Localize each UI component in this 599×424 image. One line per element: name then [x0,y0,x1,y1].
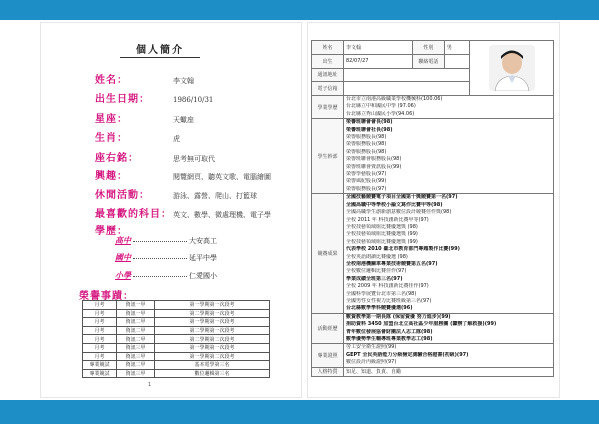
dotted-leader [133,241,187,242]
table-row [83,335,270,344]
avatar [489,45,535,91]
cert-label: 專業證照 [312,344,344,367]
list-item: 榮譽班聯會會長(98) [346,119,393,126]
table-cell: 資訊一甲 [117,309,155,318]
profile-label: 休閒活動： [95,190,150,201]
profile-label: 姓名： [95,75,128,86]
list-item: 全校南港機關車專業技術競賽第五名(97) [346,260,438,267]
school-name: 大安高工 [189,237,217,245]
table-cell: 資訊三甲 [117,343,155,352]
profile-label: 興趣： [95,171,128,182]
list-item: 勞工安全衛生證照(99) [346,344,397,351]
traits-value: 知足、知道、負責、自勵 [344,367,554,376]
top-blue-band [0,0,599,20]
table-cell: 月考 [83,309,117,318]
table-cell: 資訊二甲 [117,361,155,370]
table-row [83,369,270,378]
profile-value: 閱覽網頁、聽英文歌、電腦繪圖 [173,173,271,181]
table-cell: 資訊二甲 [117,326,155,335]
table-cell: 月考 [83,335,117,344]
education-label: 學業學歷 [312,96,344,119]
awards-label: 競賽成果 [312,194,344,314]
activities-label: 學生幹部 [312,119,344,194]
list-item: 台北縣立中和國民中學 (97.06) [346,103,416,110]
table-cell: 第一學期第一次段考 [155,318,270,327]
profile-value: 英文、數學、微處理機、電子學 [173,211,271,219]
table-cell: 資訊三甲 [117,369,155,378]
page-title: 個人簡介 [120,41,200,58]
list-item: 全國男性女性視力比賽班級第三名(97) [346,297,432,304]
profile-value: 李文翰 [173,77,194,85]
list-item: 台北縣立秀山國民小學(94.06) [346,110,415,117]
profile-row [95,205,271,220]
list-item: 榮譽服務股長(97) [346,185,387,192]
table-row [83,343,270,352]
phone-label: 聯絡電話 [412,54,444,68]
school-row [115,235,217,246]
profile-label: 星座： [95,114,128,125]
school-name: 仁愛國小 [189,272,217,280]
list-item: 榮譽服務股長(98) [346,141,387,148]
profile-label: 最喜歡的科目： [95,209,172,220]
list-item: 全校技藝領域組比賽優選獎 (99) [346,238,418,245]
profile-row [95,71,194,86]
email-value [344,82,470,96]
table-cell: 資訊一甲 [117,301,155,310]
list-item: 榮譽服務股長(98) [346,134,387,141]
school-row [115,270,217,281]
list-item: GEPT 全民英語能力分級檢定測驗合格證書(初級)(97) [346,351,469,358]
list-item: 台北縣數學學科競賽優選(96) [346,305,413,312]
table-cell: 第二學期第一次段考 [155,326,270,335]
profile-row [95,129,180,144]
list-item: 榮譽班聯會資訊股長(99) [346,163,402,170]
list-item: 全校技藝領域組比賽優選獎 (98) [346,223,418,230]
table-cell: 第一學期第一次段考 [155,343,270,352]
list-item: 全校技藝領域組比賽優選獎 (99) [346,231,418,238]
table-cell: 資訊三甲 [117,352,155,361]
address-label: 通訊地址 [312,68,344,82]
table-cell: 數位邏輯第三名 [155,369,270,378]
table-cell: 基本電學第三名 [155,361,270,370]
table-cell: 第二學期第一次段考 [155,309,270,318]
gender-label: 性別 [412,41,444,55]
table-row [83,326,270,335]
table-row [83,301,270,310]
name-label: 姓名 [312,41,344,55]
email-label: 電子信箱 [312,82,344,96]
bottom-blue-band [0,400,599,424]
certificates-list [344,344,554,367]
traits-label: 人格特質 [312,367,344,376]
address-value [344,68,470,82]
list-item: 台北市立南港高級職業學校機械科(100.06) [346,96,443,102]
profile-label: 學歷： [95,226,128,237]
dotted-leader [133,276,187,277]
dotted-leader [133,258,187,259]
profile-label: 出生日期： [95,94,150,105]
list-item: 全國科學展覽台北市第三名(98) [346,290,417,297]
profile-row [95,149,215,164]
table-row [83,352,270,361]
school-level: 高中 [115,235,131,245]
list-item: 榮譽服務股長(98) [346,148,387,155]
school-name: 延平中學 [189,254,217,262]
profile-label: 座右銘： [95,153,139,164]
list-item: 青年數位發展協會財團法人志工隊(98) [346,328,433,335]
profile-value: 虎 [173,135,180,143]
honors-title: 榮譽事蹟： [79,291,134,302]
list-item: 數資教學第一期長隊 (保留資優 努力進步)(99) [346,313,451,320]
school-row [115,252,217,263]
table-row [83,318,270,327]
table-cell: 第一學期第二次段考 [155,352,270,361]
clubs-list [344,313,554,344]
profile-row [95,90,213,105]
list-item: 全校 2009 年 科技創新比賽佳作(97) [346,283,429,290]
table-cell: 月考 [83,301,117,310]
table-cell: 專業競試 [83,361,117,370]
profile-row [95,167,271,182]
table-cell: 月考 [83,343,117,352]
list-item: 榮譽班聯會社長(98) [346,126,393,133]
birth-label: 出生 [312,54,344,68]
page-number: 1 [148,382,152,388]
list-item: 全國高職中等學校小論文寫作比賽甲等(98) [346,201,443,208]
list-item: 全校數位邏輯比賽佳作(97) [346,268,407,275]
school-level: 小學 [115,270,131,280]
phone-value [444,54,469,68]
photo-cell [470,41,554,96]
gender-value: 男 [444,41,469,55]
list-item: 榮譽風紀股長(99) [346,178,387,185]
school-level: 國中 [115,252,131,262]
list-item: 數學優勢學生輔導班專業教學志工(98) [346,336,433,342]
list-item: 代表學校 2010 臺北市教育部門專題製作比賽(99) [346,246,460,253]
list-item: 學業成績全班第三名(97) [346,275,403,282]
clubs-label: 活動經歷 [312,313,344,344]
resume-table [311,40,554,377]
profile-row [95,110,194,125]
list-item: 榮譽學藝股長(97) [346,171,387,178]
profile-row [95,186,257,201]
profile-value: 思考無可取代 [173,155,215,163]
awards-list [344,194,554,314]
table-cell: 專業競試 [83,369,117,378]
list-item: 全校英語朗讀比賽優選 (98) [346,253,408,260]
education-list [344,96,554,119]
table-row [83,309,270,318]
honors-table [82,300,270,378]
profile-value: 天蠍座 [173,116,194,124]
activities-list [344,119,554,194]
table-cell: 資訊二甲 [117,318,155,327]
table-cell: 月考 [83,326,117,335]
birth-value: 82/07/27 [344,54,413,68]
list-item: 全國高職學生創新創意數位設計競賽佳作獎(98) [346,209,452,216]
profile-value: 1986/10/31 [173,96,214,104]
list-item: 榮譽班聯會服務股長(98) [346,156,402,163]
table-cell: 第一學期第一次段考 [155,301,270,310]
table-cell: 月考 [83,352,117,361]
list-item: 數位設計丙級證照(97) [346,359,397,366]
profile-label: 生肖： [95,133,128,144]
list-item: 全國技藝競賽電子項目全國第十獎競賽第一名(97) [346,194,458,201]
table-cell: 月考 [83,318,117,327]
table-cell: 資訊二甲 [117,335,155,344]
name-value: 李文翰 [344,41,413,55]
list-item: 捐助資料 3450 加盟台北立高社區少年服務團 (籌辦了解救援)(99) [346,321,497,328]
table-cell: 第二學期第二次段考 [155,335,270,344]
table-row [83,361,270,370]
list-item: 全校 2011 年 科技創新比賽甲等(97) [346,216,429,223]
profile-value: 游泳、露營、爬山、打籃球 [173,192,257,200]
